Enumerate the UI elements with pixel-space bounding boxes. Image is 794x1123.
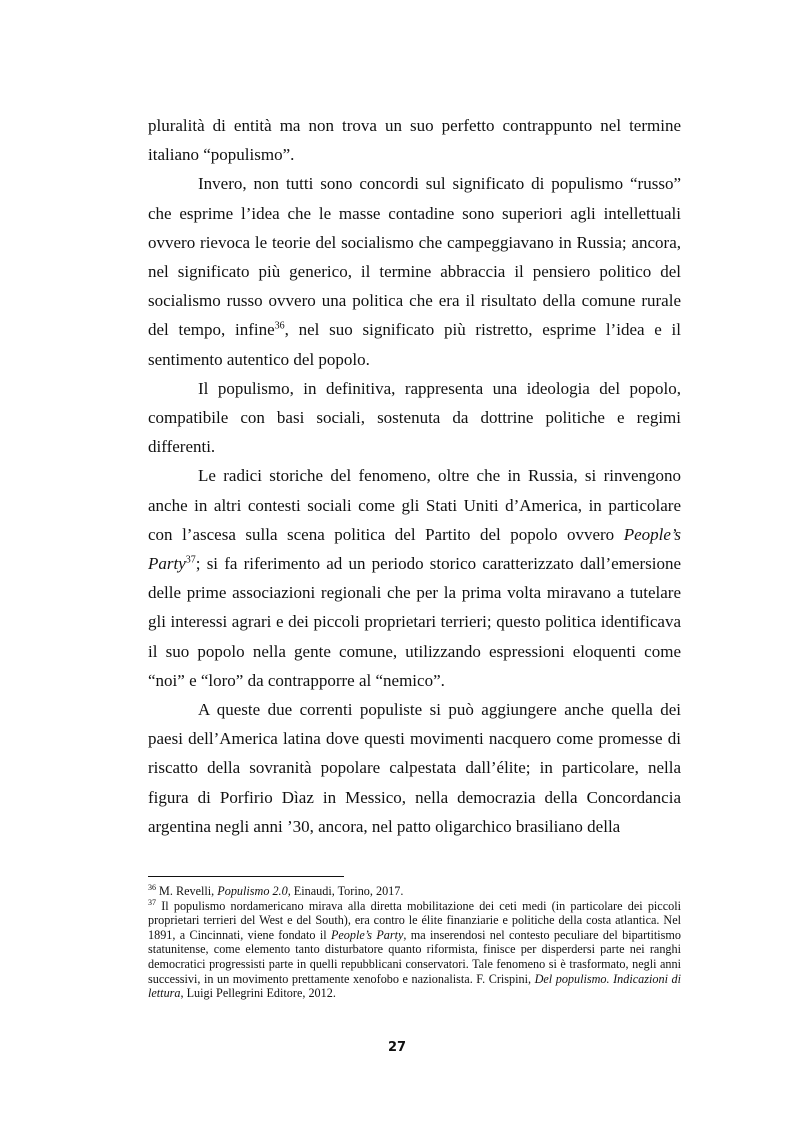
body-text bbox=[148, 111, 681, 841]
paragraph-3: Il populismo, in definitiva, rappresenta una ideologia del popolo, compatibile con basi sociali, sostenuta da dottrine politiche e regimi differenti. bbox=[148, 378, 681, 457]
footnotes bbox=[148, 884, 681, 1001]
paragraph-5: A queste due correnti populiste si può aggiungere anche quella dei paesi dell’America latina dove questi movimenti nacquero come promesse di riscatto della sovranità popolare calpestata dall’élite; in particolare, nella figura di Porfirio Dìaz in Messico, nella democrazia della Concordancia argentina negli anni ’30, ancora, nel patto oligarchico brasiliano della bbox=[148, 700, 681, 836]
paragraph-1: pluralità di entità ma non trova un suo perfetto contrappunto nel termine italiano “populismo”. bbox=[148, 116, 681, 165]
footnote-36: $^{36}$ M. Revelli, Populismo 2.0, Einaudi, Torino, 2017. bbox=[148, 882, 404, 898]
footnote-ref-37[interactable]: 37 bbox=[185, 554, 196, 566]
paragraph-2: Invero, non tutti sono concordi sul significato di populismo “russo” che esprime l’idea che le masse contadine sono superiori agli intellettuali ovvero rievoca le teorie del socialismo che campeggiavano in Russia; ancora, nel significato più generico, il termine abbraccia il pensiero politico del socialismo russo ovvero una politica che era il risultato della comune rurale del tempo, infine$^{36}$, nel suo significato più ristretto, esprime l’idea e il sentimento autentico del popolo. bbox=[148, 174, 681, 369]
paragraph-4: Le radici storiche del fenomeno, oltre che in Russia, si rinvengono anche in altri contesti sociali come gli Stati Uniti d’America, in particolare con l’ascesa sulla scena politica del Partito del popolo ovvero People’s Party$^{37}$; si fa riferimento ad un periodo storico caratterizzato dall’emersione delle prime associazioni regionali che per la prima volta miravano a tutelare gli interessi agrari e dei piccoli proprietari terrieri; questo politica identificava il suo popolo nella gente comune, utilizzando espressioni eloquenti come “noi” e “loro” da contrapporre al “nemico”. bbox=[148, 466, 681, 690]
footnote-separator bbox=[148, 876, 344, 877]
page-number: 27 bbox=[387, 1040, 407, 1055]
footnote-ref-36[interactable]: 36 bbox=[274, 320, 285, 332]
footnote-37: $^{37}$ Il populismo nordamericano mirava alla diretta mobilitazione dei ceti medi (in particolare dei piccoli proprietari terrieri del West e del South), era contro le élite finanziarie e politiche della costa atlantica. Nel 1891, a Cincinnati, viene fondato il People’s Party, ma inserendosi nel contesto peculiare del bipartitismo statunitense, come elemento tanto disturbatore quanto riformista, finisce per disperdersi parte nei ranghi democratici progressisti parte in quelli repubblicani conservatori. Tale fenomeno si è trasformato, negli anni successivi, in un movimento prettamente xenofobo e nazionalista. F. Crispini, Del populismo. Indicazioni di lettura, Luigi Pellegrini Editore, 2012. bbox=[148, 897, 681, 1001]
